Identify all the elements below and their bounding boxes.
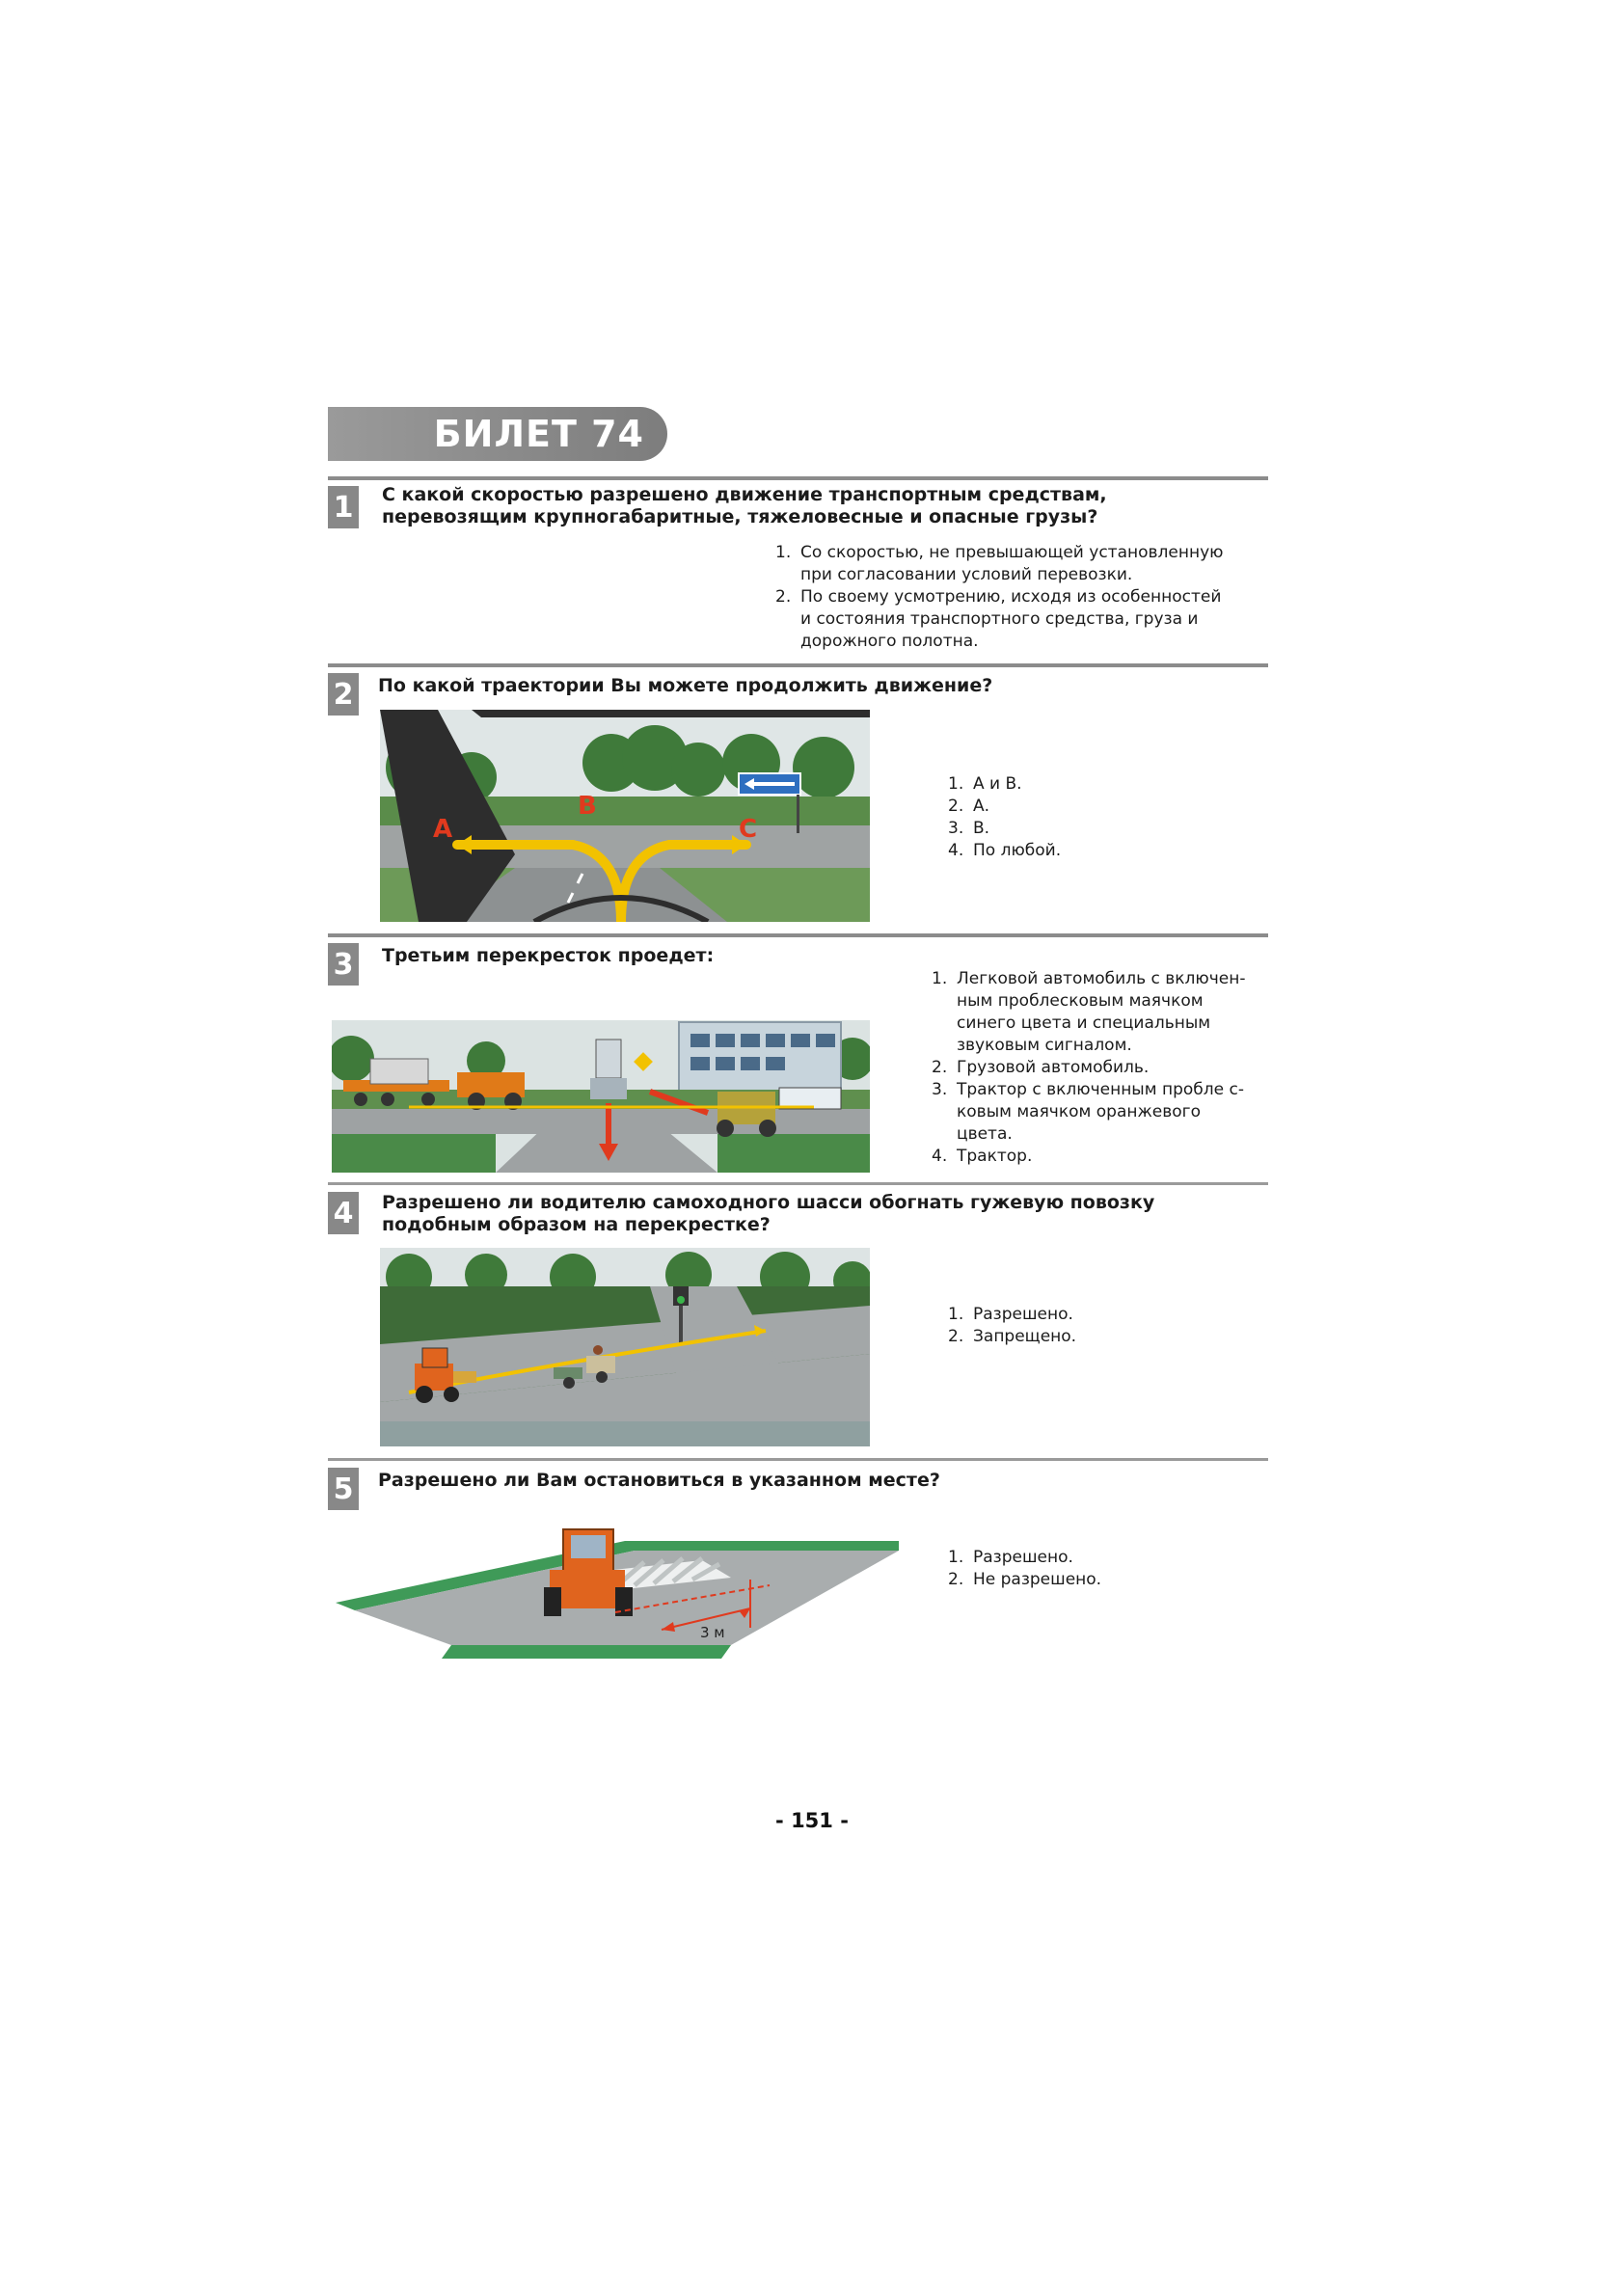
answer-line: В. [973,819,990,838]
answer-option[interactable] [932,1146,1259,1168]
answer-number: 2. [948,797,964,816]
question-1-text [382,484,1250,528]
crossroad-vehicles-image [332,1020,870,1173]
stopping-place-image [336,1522,899,1659]
answer-line: синего цвета и специальным [957,1013,1211,1033]
question-3-text [382,945,864,967]
question-4-text [382,1192,1250,1236]
intersection-scene-image [380,710,870,922]
answer-line: ным проблесковым маячком [957,991,1204,1011]
answer-option[interactable] [948,1326,1237,1348]
question-5-line: Разрешено ли Вам остановиться в указанном месте? [378,1470,940,1491]
answer-line: Со скоростью, не превышающей установленную [800,543,1224,562]
answer-option[interactable] [948,796,1237,818]
question-3-divider [328,933,1268,937]
answer-number: 3. [948,819,964,838]
answer-number: 1. [948,1548,964,1567]
answer-option[interactable] [948,1569,1237,1591]
answer-line: По любой. [973,841,1062,860]
answer-line: дорожного полотна. [800,632,979,651]
answer-number: 2. [948,1327,964,1346]
answer-line: Трактор с включенным пробле с- [957,1080,1244,1099]
question-1-answers [775,542,1277,653]
ticket-banner [328,407,667,461]
question-5-divider [328,1458,1268,1461]
answer-line: цвета. [957,1124,1013,1144]
answer-option[interactable] [932,1079,1259,1146]
answer-number: 1. [948,774,964,794]
answer-line: Не разрешено. [973,1570,1102,1589]
question-2-number: 2 [328,673,359,716]
answer-line: Трактор. [957,1147,1033,1166]
answer-line: Грузовой автомобиль. [957,1058,1150,1077]
answer-line: Легковой автомобиль с включен- [957,969,1246,988]
answer-line: при согласовании условий перевозки. [800,565,1133,584]
question-3-illustration [332,1020,870,1173]
question-1-line: С какой скоростью разрешено движение транспортным средствам, [382,484,1107,505]
question-4-illustration [380,1248,870,1446]
trajectory-label-a: A [433,815,453,844]
answer-option[interactable] [948,1304,1237,1326]
answer-number: 4. [932,1147,948,1166]
question-5-text [378,1470,1246,1492]
answer-number: 1. [932,969,948,988]
answer-option[interactable] [775,586,1277,653]
answer-line: ковым маячком оранжевого [957,1102,1201,1121]
answer-option[interactable] [948,840,1237,862]
question-5-number: 5 [328,1468,359,1510]
answer-option[interactable] [948,1547,1237,1569]
answer-number: 2. [948,1570,964,1589]
answer-option[interactable] [932,1057,1259,1079]
question-1-divider [328,476,1268,480]
question-2-answers [948,773,1237,862]
answer-line: А и В. [973,774,1022,794]
answer-line: А. [973,797,990,816]
question-4-divider [328,1182,1268,1185]
question-4-answers [948,1304,1237,1348]
answer-number: 4. [948,841,964,860]
question-5-illustration [336,1522,899,1659]
answer-line: и состояния транспортного средства, груза и [800,609,1199,629]
answer-number: 1. [948,1305,964,1324]
page-number: - 151 - [775,1809,849,1832]
answer-line: Разрешено. [973,1548,1073,1567]
answer-line: Разрешено. [973,1305,1073,1324]
answer-number: 1. [775,543,792,562]
question-2-illustration [380,710,870,922]
question-1-number: 1 [328,486,359,528]
question-3-line: Третьим перекресток проедет: [382,945,715,966]
answer-number: 2. [775,587,792,607]
answer-option[interactable] [948,818,1237,840]
answer-option[interactable] [932,968,1259,1057]
answer-line: звуковым сигналом. [957,1036,1132,1055]
answer-line: По своему усмотрению, исходя из особенностей [800,587,1222,607]
answer-number: 3. [932,1080,948,1099]
ticket-title: БИЛЕТ 74 [433,413,644,455]
question-2-divider [328,663,1268,667]
question-4-line: подобным образом на перекрестке? [382,1214,771,1235]
question-1-line: перевозящим крупногабаритные, тяжеловесные и опасные грузы? [382,506,1098,527]
trajectory-label-b: B [578,792,597,821]
overtaking-cart-image [380,1248,870,1446]
question-2-text [378,675,1246,697]
question-3-number: 3 [328,943,359,986]
question-3-answers [932,968,1259,1168]
question-4-line: Разрешено ли водителю самоходного шасси обогнать гужевую повозку [382,1192,1155,1213]
question-2-line: По какой траектории Вы можете продолжить движение? [378,675,993,696]
question-4-number: 4 [328,1192,359,1234]
distance-label: 3 м [700,1624,725,1641]
answer-option[interactable] [775,542,1277,586]
question-5-answers [948,1547,1237,1591]
trajectory-label-c: C [739,815,758,844]
answer-line: Запрещено. [973,1327,1077,1346]
answer-option[interactable] [948,773,1237,796]
answer-number: 2. [932,1058,948,1077]
